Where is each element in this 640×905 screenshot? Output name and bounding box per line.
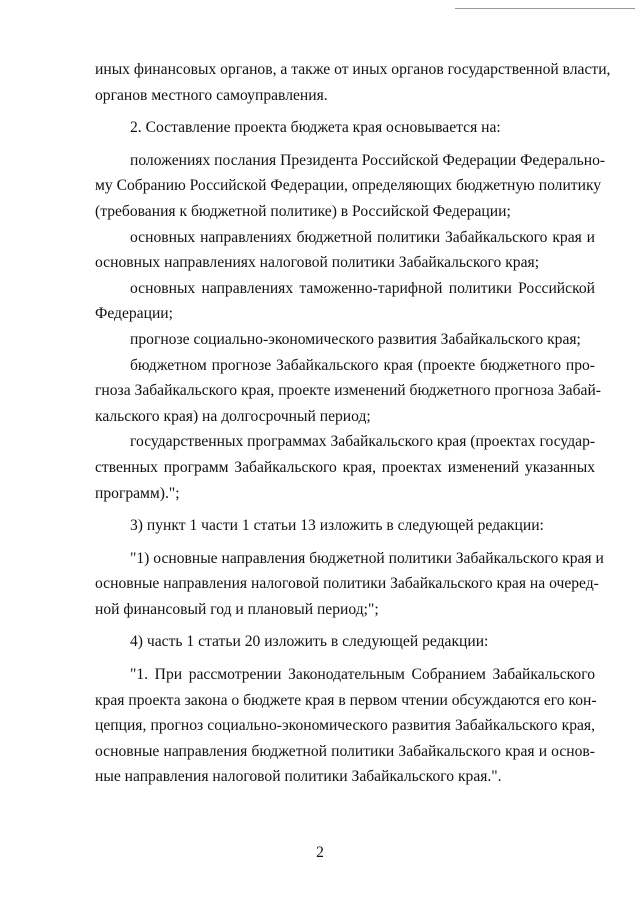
text-line: положениях послания Президента Российской Федерации Федерально- bbox=[130, 151, 606, 169]
text-line: бюджетном прогнозе Забайкальского края (проекте бюджетного про- bbox=[130, 356, 595, 374]
text-line: "1. При рассмотрении Законодательным Собранием Забайкальского bbox=[130, 666, 595, 684]
text-line: основных направлениях таможенно-тарифной политики Российской bbox=[130, 279, 595, 297]
text-line: кальского края) на долгосрочный период; bbox=[95, 407, 371, 425]
text-line: основных направлениях бюджетной политики Забайкальского края и bbox=[130, 228, 595, 246]
page-number: 2 bbox=[316, 844, 324, 861]
text-line: прогнозе социально-экономического развития Забайкальского края; bbox=[130, 330, 581, 348]
text-line: края проекта закона о бюджете края в первом чтении обсуждаются его кон- bbox=[95, 691, 597, 709]
text-line: государственных программах Забайкальского края (проектах государ- bbox=[130, 433, 596, 451]
text-line: основные направления бюджетной политики Забайкальского края и основ- bbox=[95, 742, 595, 760]
text-line: Федерации; bbox=[95, 305, 173, 323]
text-line: 3) пункт 1 части 1 статьи 13 изложить в следующей редакции: bbox=[130, 517, 544, 535]
text-line: 4) часть 1 статьи 20 изложить в следующей редакции: bbox=[130, 633, 489, 651]
text-line: иных финансовых органов, а также от иных органов государственной власти, bbox=[95, 61, 611, 78]
text-line: гноза Забайкальского края, проекте изменений бюджетного прогноза Забай- bbox=[95, 382, 601, 400]
text-line: "1) основные направления бюджетной политики Забайкальского края и bbox=[130, 549, 604, 567]
text-line: основных направлениях налоговой политики Забайкальского края; bbox=[95, 254, 540, 272]
text-line: 2. Составление проекта бюджета края основывается на: bbox=[130, 119, 501, 137]
text-line: му Собранию Российской Федерации, определяющих бюджетную политику bbox=[95, 177, 602, 195]
body-text bbox=[95, 57, 611, 790]
text-line: программ)."; bbox=[95, 484, 180, 502]
text-line: ной финансовый год и плановый период;"; bbox=[95, 600, 379, 618]
text-line: ные направления налоговой политики Забайкальского края.". bbox=[95, 768, 502, 786]
text-line: (требования к бюджетной политике) в Российской Федерации; bbox=[95, 202, 511, 220]
text-line: ственных программ Забайкальского края, проектах изменений указанных bbox=[95, 458, 595, 476]
text-line: основные направления налоговой политики Забайкальского края на очеред- bbox=[95, 575, 599, 593]
text-line: органов местного самоуправления. bbox=[95, 86, 328, 104]
top-edge-rule bbox=[455, 8, 635, 9]
text-line: цепция, прогноз социально-экономического развития Забайкальского края, bbox=[95, 717, 595, 735]
